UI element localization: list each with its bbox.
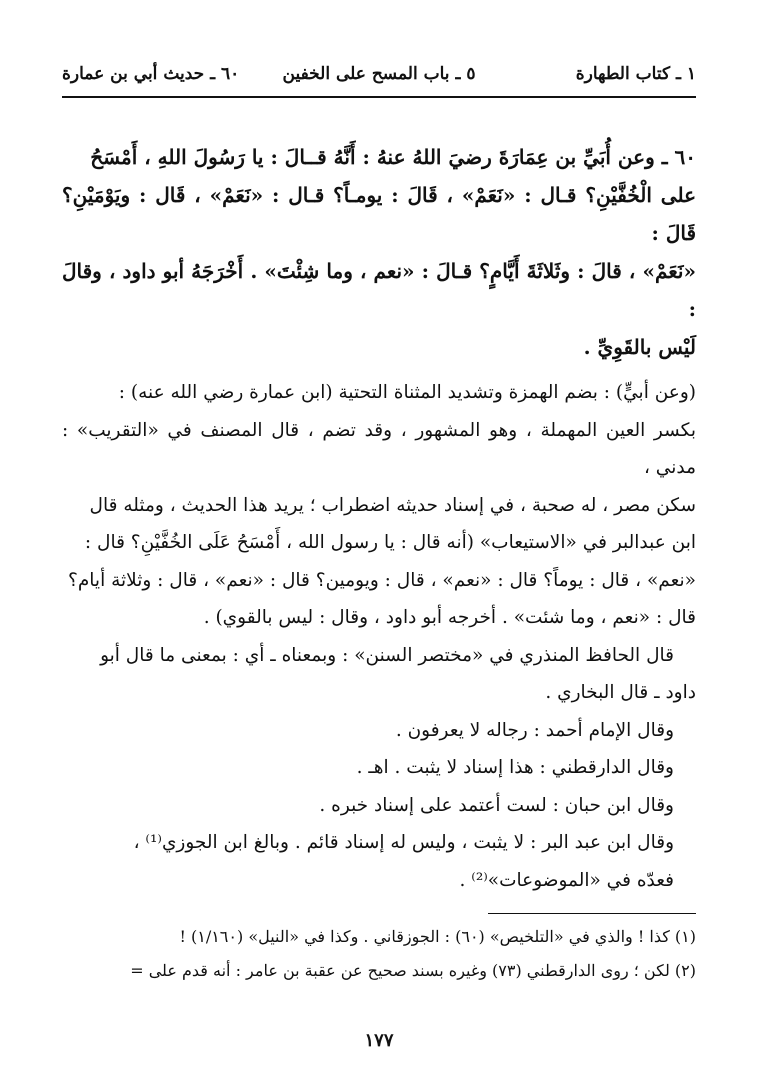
hadith-text: [62, 138, 696, 366]
commentary-line: وقال الدارقطني : هذا إسناد لا يثبت . اهـ .: [356, 757, 674, 778]
commentary-paragraph: [62, 824, 696, 899]
main-text: [62, 138, 696, 899]
commentary-paragraph: [62, 749, 696, 787]
commentary-paragraph: [62, 374, 696, 637]
header-chapter-title: ٥ ـ باب المسح على الخفين: [282, 64, 476, 84]
commentary-paragraph: [62, 787, 696, 825]
footnotes: [62, 920, 696, 988]
commentary-line: وقال ابن عبد البر : لا يثبت ، وليس له إسناد قائم . وبالغ ابن الجوزي⁽¹⁾ ،: [133, 832, 674, 853]
commentary-line: بكسر العين المهملة ، وهو المشهور ، وقد تضم ، قال المصنف في «التقريب» : مدني ،: [62, 419, 696, 478]
footnote-rule: [488, 913, 696, 914]
commentary-line: وقال ابن حبان : لست أعتمد على إسناد خبره .: [319, 794, 674, 816]
hadith-line: ٦٠ ـ وعن أُبَيِّ بن عِمَارَةَ رضيَ اللهُ عنهُ : أَنَّهُ قــالَ : يا رَسُولَ اللهِ ، أَمْسَحُ: [90, 145, 696, 169]
hadith-line: لَيْس بالقَوِيِّ .: [583, 335, 696, 359]
commentary-line: قال الحافظ المنذري في «مختصر السنن» : وبمعناه ـ أي : بمعنى ما قال أبو: [100, 644, 674, 666]
running-header: [62, 60, 696, 90]
commentary-line: ابن عبدالبر في «الاستيعاب» (أنه قال : يا رسول الله ، أَمْسَحُ عَلَى الخُفَّيْنِ؟ قال :: [84, 532, 696, 553]
hadith-line: «نَعَمْ» ، قالَ : وثَلاثَةَ أَيَّامٍ؟ قـالَ : «نعم ، وما شِئْتَ» . أَخْرَجَهُ أبو داود ، وقالَ :: [62, 259, 696, 321]
commentary-line: «نعم» ، قال : يوماً؟ قال : «نعم» ، قال : ويومين؟ قال : «نعم» ، قال : وثلاثة أيام؟: [68, 569, 696, 591]
hadith-line: على الْخُفَّيْنِ؟ قـال : «نَعَمْ» ، قَالَ : يومـاً؟ قـال : «نَعَمْ» ، قَال : ويَوْمَيْنِ؟ قَالَ :: [62, 183, 696, 245]
commentary-paragraph: [62, 637, 696, 712]
page-number: ١٧٧: [364, 1030, 394, 1051]
header-rule: [62, 96, 696, 98]
header-book-title: ١ ـ كتاب الطهارة: [575, 64, 696, 84]
commentary-line: قال : «نعم ، وما شئت» . أخرجه أبو داود ، وقال : ليس بالقوي) .: [203, 607, 696, 628]
footnote-2: (٢) لكن ؛ روى الدارقطني (٧٣) وغيره بسند صحيح عن عقبة بن عامر : أنه قدم على =: [130, 961, 696, 980]
commentary-line: داود ـ قال البخاري .: [545, 682, 696, 703]
commentary-line: (وعن أبيٍّ) : بضم الهمزة وتشديد المثناة التحتية (ابن عمارة رضي الله عنه) :: [118, 382, 696, 403]
commentary-line: سكن مصر ، له صحبة ، في إسناد حديثه اضطراب ؛ يريد هذا الحديث ، ومثله قال: [89, 494, 696, 516]
footnote-1: (١) كذا ! والذي في «التلخيص» (٦٠) : الجوزقاني . وكذا في «النيل» (١/١٦٠) !: [179, 927, 696, 946]
commentary-line: وقال الإمام أحمد : رجاله لا يعرفون .: [395, 719, 674, 741]
commentary-paragraph: [62, 712, 696, 750]
commentary-line: فعدّه في «الموضوعات»⁽²⁾ .: [459, 869, 674, 891]
header-hadith-title: ٦٠ ـ حديث أبي بن عمارة: [62, 64, 240, 84]
